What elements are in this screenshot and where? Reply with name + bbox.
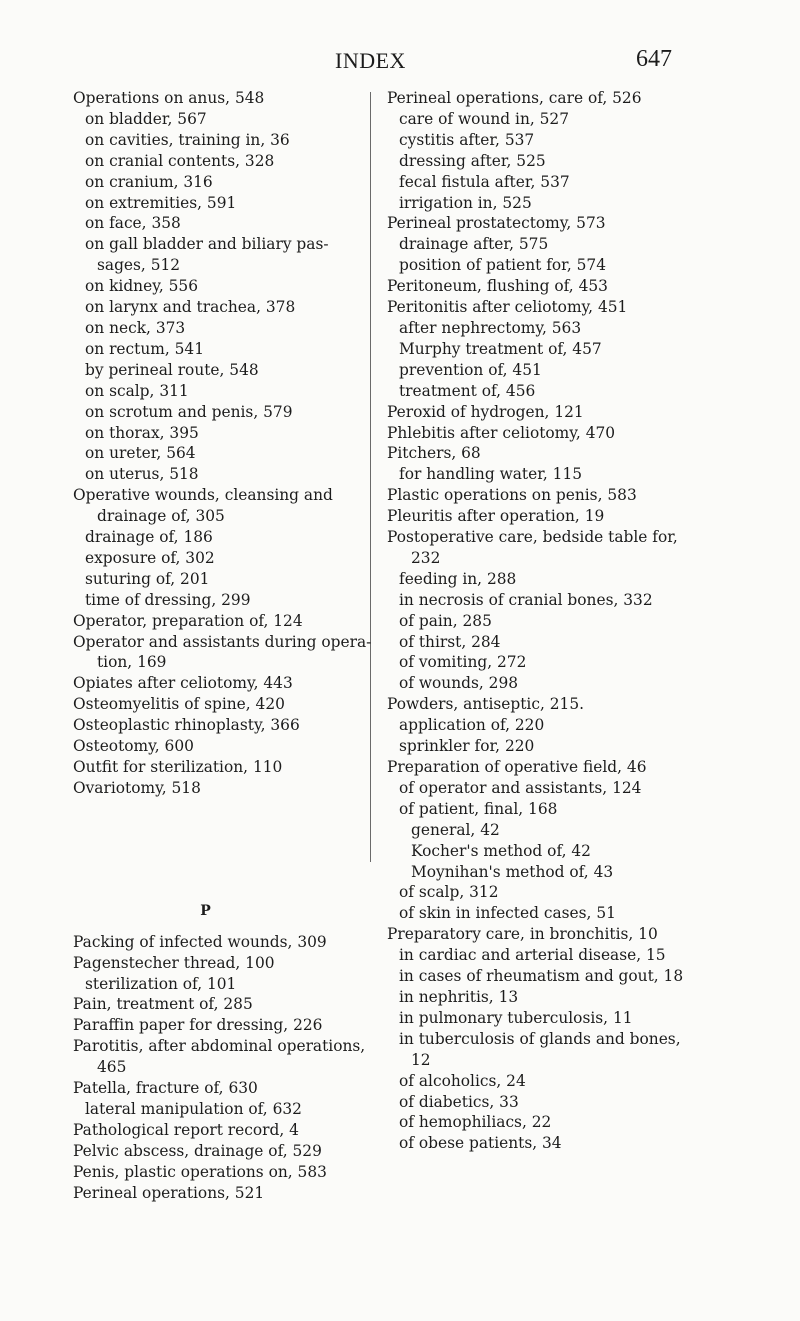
index-subentry: of obese patients, 34 [399, 1134, 562, 1153]
index-entry: Ovariotomy, 518 [73, 778, 201, 797]
index-subentry: on ureter, 564 [85, 444, 196, 463]
index-subentry: on neck, 373 [85, 318, 186, 337]
index-entry: Pelvic abscess, drainage of, 529 [73, 1141, 322, 1160]
index-entry: Perineal operations, 521 [73, 1183, 265, 1202]
index-subentry: for handling water, 115 [399, 465, 583, 484]
page-header [0, 48, 800, 78]
index-subentry: prevention of, 451 [399, 360, 542, 379]
index-entry: Pleuritis after operation, 19 [387, 507, 605, 526]
index-entry: Peritoneum, flushing of, 453 [387, 277, 608, 296]
index-subentry: exposure of, 302 [85, 548, 215, 567]
index-entry: Operator, preparation of, 124 [73, 611, 303, 630]
index-subentry: application of, 220 [399, 716, 545, 735]
index-entry: Osteoplastic rhinoplasty, 366 [73, 716, 300, 735]
index-entry: Paraffin paper for dressing, 226 [73, 1016, 323, 1035]
index-subentry: on bladder, 567 [85, 109, 207, 128]
index-entry: Patella, fracture of, 630 [73, 1079, 258, 1098]
index-entry: Operator and assistants during opera- [73, 632, 372, 651]
index-entry: Opiates after celiotomy, 443 [73, 674, 293, 693]
index-subentry: on rectum, 541 [85, 339, 205, 358]
index-subentry: dressing after, 525 [399, 151, 546, 170]
index-subentry: in pulmonary tuberculosis, 11 [399, 1008, 633, 1027]
index-entry: Osteomyelitis of spine, 420 [73, 695, 285, 714]
index-entry: Perineal prostatectomy, 573 [387, 214, 606, 233]
index-subentry: on cranium, 316 [85, 172, 213, 191]
right-column [387, 88, 737, 1154]
index-entry-continuation: Kocher's method of, 42 [411, 841, 591, 860]
index-entry-continuation: 232 [411, 548, 441, 567]
left-column [73, 88, 418, 1204]
index-subentry: on larynx and trachea, 378 [85, 298, 296, 317]
section-letter: P [200, 902, 211, 919]
index-subentry: treatment of, 456 [399, 381, 536, 400]
index-entry: Pathological report record, 4 [73, 1120, 299, 1139]
index-entry: Pagenstecher thread, 100 [73, 953, 275, 972]
index-entry: Preparatory care, in bronchitis, 10 [387, 925, 658, 944]
index-subentry: of operator and assistants, 124 [399, 778, 642, 797]
index-entry-continuation: tion, 169 [97, 653, 167, 672]
index-subentry: of alcoholics, 24 [399, 1071, 526, 1090]
index-subentry: of hemophiliacs, 22 [399, 1113, 552, 1132]
index-subentry: of diabetics, 33 [399, 1092, 519, 1111]
index-subentry: on gall bladder and biliary pas- [85, 235, 329, 254]
page-title: INDEX [335, 48, 406, 73]
index-subentry: in cases of rheumatism and gout, 18 [399, 967, 684, 986]
index-entry-continuation: 465 [97, 1058, 127, 1077]
index-subentry: suturing of, 201 [85, 569, 210, 588]
index-entry-continuation: drainage of, 305 [97, 507, 225, 526]
index-subentry: lateral manipulation of, 632 [85, 1099, 302, 1118]
index-entry: Preparation of operative field, 46 [387, 758, 647, 776]
index-entry: Perineal operations, care of, 526 [387, 89, 642, 107]
index-entry: Packing of infected wounds, 309 [73, 932, 327, 951]
index-entry: Penis, plastic operations on, 583 [73, 1162, 327, 1181]
index-entry-continuation: sages, 512 [97, 256, 181, 275]
index-subentry: of patient, final, 168 [399, 799, 558, 818]
index-entry-continuation: 12 [411, 1050, 431, 1069]
index-subentry: in tuberculosis of glands and bones, [399, 1029, 681, 1048]
index-subentry: of skin in infected cases, 51 [399, 904, 616, 923]
index-entry: Pitchers, 68 [387, 444, 481, 463]
index-subentry: drainage of, 186 [85, 528, 213, 547]
index-subentry: on uterus, 518 [85, 465, 199, 484]
index-subentry: of scalp, 312 [399, 883, 499, 902]
index-subentry: of thirst, 284 [399, 632, 501, 651]
index-entry: Powders, antiseptic, 215. [387, 695, 585, 714]
index-entry: Phlebitis after celiotomy, 470 [387, 423, 616, 442]
index-subentry: sterilization of, 101 [85, 974, 237, 993]
index-subentry: on kidney, 556 [85, 277, 199, 296]
index-entry: Outfit for sterilization, 110 [73, 758, 283, 776]
index-subentry: position of patient for, 574 [399, 256, 606, 275]
index-subentry: on scalp, 311 [85, 381, 189, 400]
index-subentry: on thorax, 395 [85, 423, 199, 442]
index-subentry: drainage after, 575 [399, 235, 549, 254]
index-entry: Plastic operations on penis, 583 [387, 486, 637, 505]
index-subentry: of pain, 285 [399, 611, 492, 630]
index-entries-p [73, 932, 418, 1204]
index-subentry: on scrotum and penis, 579 [85, 402, 293, 421]
index-subentry: irrigation in, 525 [399, 193, 532, 212]
index-subentry: sprinkler for, 220 [399, 737, 535, 756]
index-subentry: on extremities, 591 [85, 193, 237, 212]
index-entry: Peritonitis after celiotomy, 451 [387, 298, 628, 317]
index-subentry: after nephrectomy, 563 [399, 318, 582, 337]
index-entries-right [387, 88, 737, 1154]
index-entry: Operations on anus, 548 [73, 89, 265, 107]
index-subentry: of vomiting, 272 [399, 653, 527, 672]
index-subentry: by perineal route, 548 [85, 360, 259, 379]
index-entry-continuation: Moynihan's method of, 43 [411, 862, 614, 881]
index-subentry: of wounds, 298 [399, 674, 519, 693]
index-entry: Parotitis, after abdominal operations, [73, 1037, 366, 1056]
index-entry: Peroxid of hydrogen, 121 [387, 402, 584, 421]
index-subentry: in nephritis, 13 [399, 987, 519, 1006]
index-subentry: Murphy treatment of, 457 [399, 339, 602, 358]
index-subentry: on cavities, training in, 36 [85, 130, 290, 149]
index-entry: Pain, treatment of, 285 [73, 995, 253, 1014]
index-subentry: in cardiac and arterial disease, 15 [399, 946, 666, 965]
index-entry: Osteotomy, 600 [73, 737, 194, 756]
index-subentry: cystitis after, 537 [399, 130, 535, 149]
index-subentry: on cranial contents, 328 [85, 151, 275, 170]
index-entry-continuation: general, 42 [411, 820, 500, 839]
index-entries-o [73, 88, 418, 799]
index-subentry: feeding in, 288 [399, 569, 517, 588]
index-subentry: in necrosis of cranial bones, 332 [399, 590, 653, 609]
index-subentry: on face, 358 [85, 214, 181, 233]
index-subentry: care of wound in, 527 [399, 109, 570, 128]
index-subentry: time of dressing, 299 [85, 590, 251, 609]
index-subentry: fecal fistula after, 537 [399, 172, 570, 191]
index-entry: Operative wounds, cleansing and [73, 486, 333, 505]
index-entry: Postoperative care, bedside table for, [387, 528, 678, 547]
page-number: 647 [636, 46, 672, 72]
